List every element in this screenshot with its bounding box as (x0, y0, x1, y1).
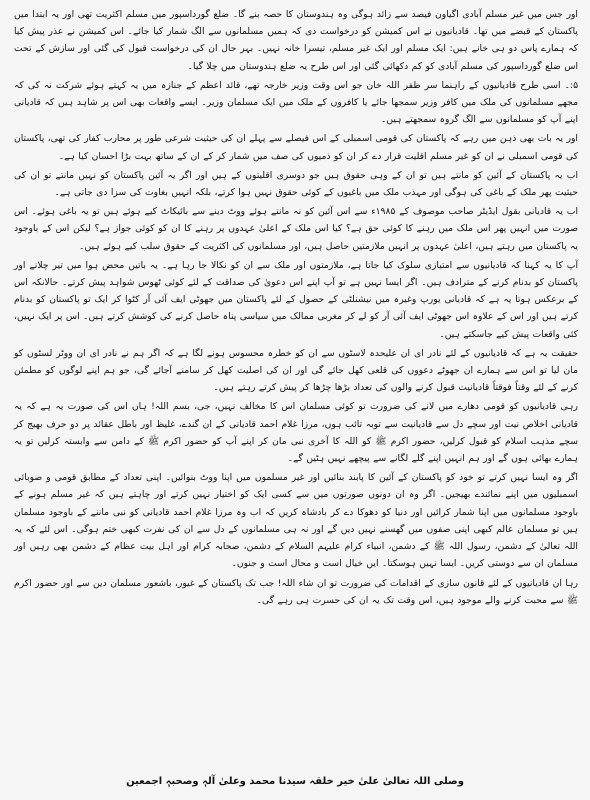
article-paragraph-3: اور یہ بات بھی ذہن میں رہے کہ پاکستان کی قومی اسمبلی کے اس فیصلے سے پہلے ان کی حیثیت شرعی طور پر محارب کفار کی تھی، پاکستان کی قومی اسمبلی نے ان کو غیر مسلم اقلیت قرار دے کر ان کو ذمیوں کی صف میں شمار کر کے ان کے ساتھ بہت بڑا احسان کیا ہے۔ (14, 133, 578, 162)
article-paragraph-4: اب یہ پاکستان کے آئین کو مانتے ہیں تو ان کے وہی حقوق ہیں جو دوسری اقلیتوں کے ہیں اور اگر یہ آئین پاکستان کو نہیں مانتے تو ان کی حیثیت پھر ملک کے باغی کی ہوگی اور مہذب ملک میں باغیوں کے کوئی حقوق نہیں ہوا کرتے، بلکہ انہیں بغاوت کی سزا دی جاتی ہے۔ (14, 169, 578, 199)
article-paragraph-8: رہی قادیانیوں کو قومی دھارے میں لانے کی ضرورت تو کوئی مسلمان اس کا مخالف نہیں، جی، بسم اللہ! ہاں اس کی صورت یہ ہے کہ یہ قادیانی اخلاص نیت اور سچے دل سے قادیانیت سے توبہ تائب ہوں، مرزا غلام احمد قادیانی کے ان گندے، غلیظ اور باطل عقائد پر دو حرف بھیج کر سچے مذہب اسلام کو قبول کرلیں، حضور اکرم ﷺ کو اللہ کا آخری نبی مان کر اپنے آپ کو حضور اکرم ﷺ کے دامن سے وابستہ کرلیں تو یہ ہمارے بھائی ہوں گے اور ہم انہیں اپنے گلے لگانے سے پیچھے نہیں ہٹیں گے۔ (14, 401, 578, 465)
article-paragraph-2: ۵:۔ اسی طرح قادیانیوں کے راہنما سر ظفر اللہ خان جو اس وقت وزیر خارجہ تھے، قائد اعظم کے جنازہ میں یہ کہتے ہوئے شرکت نہ کی کہ مجھے مسلمانوں کی ملک میں کافر وزیر سمجھا جائے یا کافروں کے ملک میں ایک مسلمان وزیر۔ ایسے واقعات بھی اس پر شاہد ہیں کہ قادیانی اپنے آپ کو مسلمانوں سے الگ گروہ سمجھتے ہیں۔ (14, 79, 578, 126)
closing-benediction: وصلی اللہ تعالیٰ علیٰ خیر خلقہ سیدنا محمد وعلیٰ آلہٖ وصحبہٖ اجمعین (126, 775, 464, 787)
article-paragraph-5: اب یہ قادیانی بقول ایڈیٹر صاحب موصوف کے ۱۹۸۵ء سے اس آئین کو نہ مانتے ہوئے ووٹ دینے سے بائیکاٹ کیے ہوئے ہیں تو یہ باغی ہوئے۔ اس صورت میں انہیں پھر اس ملک میں رہنے کا کوئی حق ہے؟ کیا اس ملک کے اعلیٰ عہدوں پر رہنے کا ان کو کوئی جواز ہے؟ لیکن اس کے باوجود یہ پاکستان میں رہتے ہیں، اعلیٰ عہدوں پر انہیں ملازمتیں حاصل ہیں، اور مسلمانوں کی اکثریت کے حقوق سلب کیے ہوئے ہیں۔ (14, 206, 578, 252)
article-paragraph-10: رہا ان قادیانیوں کے لئے قانون سازی کے اقدامات کی ضرورت تو ان شاء اللہ! جب تک پاکستان کے غیور، باشعور مسلمان دین سے اور حضور اکرم ﷺ سے محبت کرنے والے موجود ہیں، اس وقت تک یہ ان کی حسرت ہی رہے گی۔ (14, 577, 578, 606)
article-paragraph-1: اور جس میں غیر مسلم آبادی اگیاون فیصد سے زائد ہوگی وہ ہندوستان کا حصہ بنے گا۔ ضلع گورداسپور میں مسلم اکثریت تھی اور یہ ابتدا میں پاکستان کے قبضے میں تھا۔ قادیانیوں نے اس کمیشن کو درخواست دی کہ ہمیں مسلمانوں سے الگ شمار کیا جائے۔ اس کمیشن نے عذر پیش کیا کہ ہمارے پاس دو ہی خانے ہیں: ایک مسلم اور ایک غیر مسلم، تیسرا خانہ نہیں۔ بہر حال ان کی درخواست قبول کی گئی اور سازش کے تحت اس ضلع گورداسپور کی مسلم آبادی کو کم دکھائی گئی اور اس طرح یہ ضلع ہندوستان میں چلا گیا۔ (14, 9, 578, 72)
article-paragraph-9: اگر وہ ایسا نہیں کرتے تو خود کو پاکستان کے آئین کا پابند بنائیں اور غیر مسلموں میں اپنا ووٹ بنوائیں۔ اپنی تعداد کے مطابق قومی و صوبائی اسمبلیوں میں اپنے نمائندے بھیجیں۔ اگر وہ ان دونوں صورتوں میں سے کسی ایک کو اختیار نہیں کرتے اور چاہتے ہیں کہ غیر مسلم ہونے کے باوجود مسلمانوں میں اپنا شمار کرائیں اور دنیا کو دھوکا دے کر بادشاہ کریں کہ اب وہ مرزا غلام احمد قادیانی کو نبی ماننے کے باوجود مسلمان ہیں تو مسلمان عالم کبھی اپنی صفوں میں گھسنے نہیں دیں گے اور نہ ہی مسلمانوں کے دل سے ان کی نفرت کبھی ختم ہوگی۔ اس لئے کہ یہ اللہ تعالیٰ کے دشمن، رسول اللہ ﷺ کے دشمن، انبیاء کرام علیہم السلام کے دشمن، صحابہ کرام اور اہل بیت عظام کے دشمن بھی رہیں اور مسلمان ان سے دوستی کریں۔ ایسا نہیں ہوسکتا۔ ایں خیال است و محال است و جنوں۔ (14, 472, 578, 570)
article-paragraph-6: آپ کا یہ کہنا کہ قادیانیوں سے امتیازی سلوک کیا جاتا ہے، ملازمتوں اور ملک سے ان کو نکالا جا رہا ہے۔ یہ باتیں محض ہوا میں تیر چلانے اور پاکستان کو بدنام کرنے کے مترادف ہیں۔ اگر ایسا نہیں ہے تو آپ اپنے اس دعویٰ کی صداقت کے لئے کوئی ٹھوس شواہد پیش کرتے۔ حالانکہ اس کے برعکس ہوتا یہ ہے کہ قادیانی یورپ وغیرہ میں نیشنلٹی کے حصول کے لئے پاکستان میں جھوٹی ایف آئی آر کٹوا کر ایک تو پاکستان کو بدنام کرتے ہیں اور اس کے علاوہ اس جھوٹی ایف آئی آر کو لے کر مغربی ممالک میں سیاسی پناہ حاصل کرنے کی کوشش کرتے ہیں۔ اس پر ایک نہیں، کئی واقعات پیش کیے جاسکتے ہیں۔ (14, 259, 578, 340)
article-body (14, 6, 578, 609)
article-paragraph-7: حقیقت یہ ہے کہ قادیانیوں کے لئے نادر ای ان علیحدہ لاسٹوں سے ان کو خطرہ محسوس ہونے لگا ہے کہ اگر ہم نے نادر ای ان ووٹر لسٹوں کو مان لیا تو اس سے ہمارے ان جھوٹے دعووں کی قلعی کھل جائے گی اور ان کی اصلیت کھل کر سامنے آجائے گی، جو ہم اپنے لوگوں کو مطمئن کرنے کے لئے وقتاً فوقتاً قادیانیت قبول کرنے والوں کی تعداد بڑھا چڑھا کر پیش کرتے رہتے ہیں۔ (14, 347, 578, 394)
